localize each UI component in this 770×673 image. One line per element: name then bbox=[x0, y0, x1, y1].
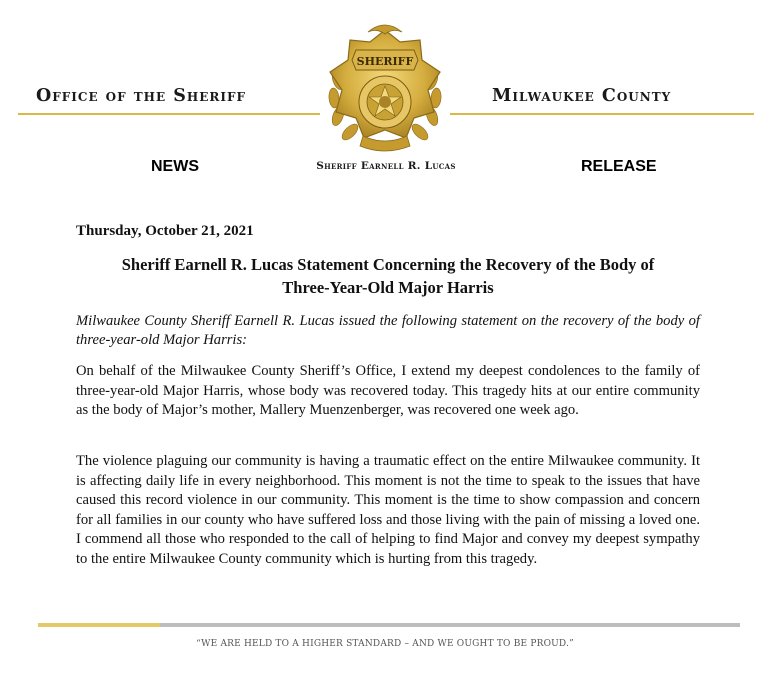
release-date: Thursday, October 21, 2021 bbox=[76, 223, 254, 239]
body-paragraph: On behalf of the Milwaukee County Sheriff’s Office, I extend my deepest condolences to the family of three-year-old Major Harris, whose body was recovered today. This tragedy hits at our entire community as the body of Major’s mother, Mallery Muenzenberger, was recovered one week ago. bbox=[76, 363, 700, 418]
footer-rule-gray bbox=[160, 623, 740, 627]
sheriff-badge-icon bbox=[318, 20, 452, 156]
footer-rule-gold bbox=[38, 623, 160, 627]
office-title: Office of the Sheriff bbox=[36, 86, 247, 106]
news-label: NEWS bbox=[151, 158, 199, 175]
gold-rule-right bbox=[450, 113, 754, 115]
sheriff-name: Sheriff Earnell R. Lucas bbox=[316, 160, 456, 172]
headline-line-1: Sheriff Earnell R. Lucas Statement Concerning the Recovery of the Body of bbox=[121, 255, 655, 274]
gold-rule-left bbox=[18, 113, 320, 115]
headline bbox=[76, 253, 700, 299]
body-paragraph: The violence plaguing our community is having a traumatic effect on the entire Milwaukee community. It is affecting daily life in every neighborhood. This moment is not the time to speak to the issues that have caused this record violence in our community. This moment is the time to show compassion and concern for all families in our county who have suffered loss and those living with the pain of missing a loved one. I commend all those who responded to the call of helping to find Major and convey my deepest sympathy to the entire Milwaukee County community which is hurting from this tragedy. bbox=[76, 453, 700, 567]
svg-text:SHERIFF: SHERIFF bbox=[356, 55, 414, 68]
headline-line-2: Three-Year-Old Major Harris bbox=[282, 278, 494, 297]
footer-motto: “WE ARE HELD TO A HIGHER STANDARD – AND WE OUGHT TO BE PROUD.” bbox=[196, 639, 574, 649]
intro-paragraph: Milwaukee County Sheriff Earnell R. Lucas issued the following statement on the recovery of the body of three-year-old Major Harris: bbox=[76, 313, 700, 348]
release-label: RELEASE bbox=[581, 158, 657, 175]
county-title: Milwaukee County bbox=[492, 86, 672, 106]
